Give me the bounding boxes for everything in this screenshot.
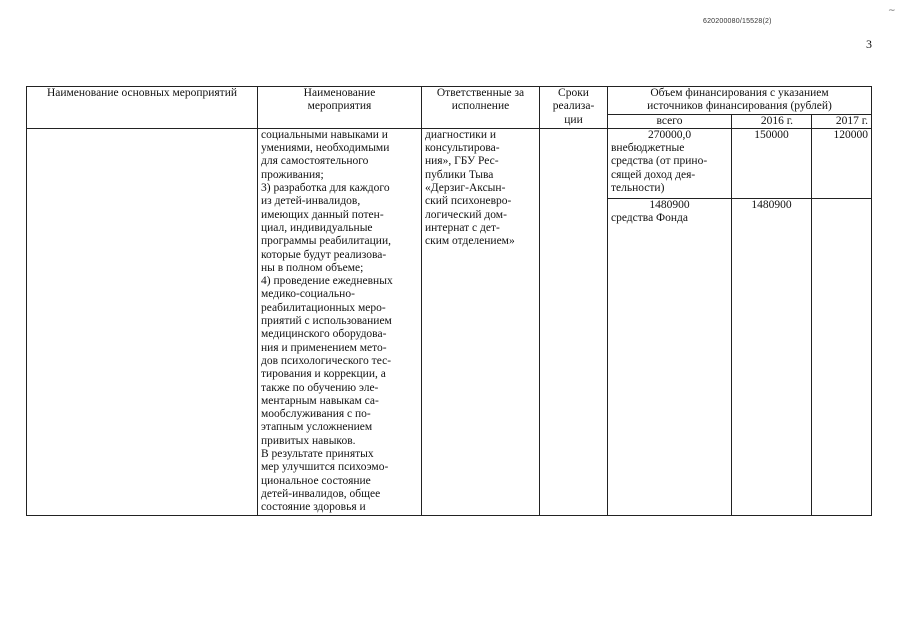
- cell-main-activity: [27, 128, 258, 515]
- page-number: 3: [866, 37, 872, 51]
- header-activity-name: Наименование мероприятия: [258, 87, 422, 129]
- header-deadlines: Сроки реализа-ции: [540, 87, 608, 129]
- header-main-activities: Наименование основных мероприятий: [27, 87, 258, 129]
- cell-activity-description: социальными навыками и умениями, необходимыми для самостоятельного проживания; 3) разработка для каждого из детей-инвалидов, имеющих данный потен- циал, индивидуальные программы реабилитации, которые будут реализова- ны в полном объеме; 4) проведение ежедневных медико-социально- реабилитационных меро- приятий с использованием медицинского оборудова- ния и применением мето- дов психологического тес- тирования и коррекции, а также по обучению эле- ментарным навыкам са- мообслуживания с по- этапным усложнением привитых навыков. В результате принятых мер улучшится психоэмо- циональное состояние детей-инвалидов, общее состояние здоровья и: [258, 128, 422, 515]
- subheader-2017: 2017 г.: [812, 114, 872, 128]
- header-responsible: Ответственные за исполнение: [422, 87, 540, 129]
- cell-funding-total: [608, 128, 732, 515]
- funding-source-extrabudgetary: внебюджетные средства (от прино- сящей доход дея- тельности): [611, 142, 708, 195]
- subheader-total: всего: [608, 114, 732, 128]
- funding-block-extrabudgetary: [608, 129, 731, 199]
- funding-2016-extrabudgetary: 150000: [732, 129, 811, 199]
- cell-funding-2017: [812, 128, 872, 515]
- header-funding: Объем финансирования с указанием источников финансирования (рублей): [608, 87, 872, 115]
- funding-2016-fund: 1480900: [751, 198, 792, 211]
- cell-funding-2016: [732, 128, 812, 515]
- activities-table: [26, 86, 872, 516]
- cell-deadline: [540, 128, 608, 515]
- table-row: [27, 128, 872, 515]
- funding-source-fund: средства Фонда: [611, 212, 688, 225]
- funding-total-extrabudgetary: 270000,0: [647, 128, 692, 141]
- cell-responsible: диагностики и консультирова- ния», ГБУ Рес- публики Тыва «Дерзиг-Аксын- ский психоневро- логический дом- интернат с дет- ским отделением»: [422, 128, 540, 515]
- table-header-row: [27, 87, 872, 115]
- funding-total-fund: 1480900: [649, 198, 690, 211]
- corner-mark: ~: [888, 6, 896, 16]
- funding-block-fund: [608, 199, 731, 226]
- document-id: 620200080/15528(2): [703, 18, 772, 25]
- subheader-2016: 2016 г.: [732, 114, 812, 128]
- funding-2017-extrabudgetary: 120000: [812, 129, 871, 199]
